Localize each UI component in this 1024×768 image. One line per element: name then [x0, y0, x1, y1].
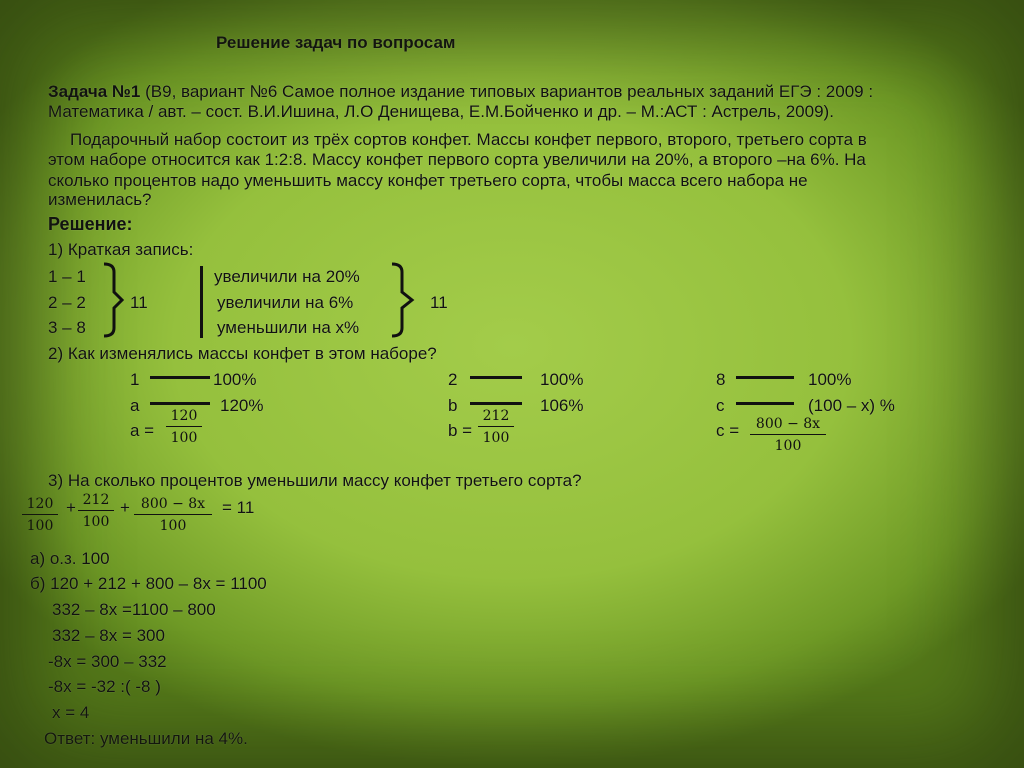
task-label: Задача №1: [48, 82, 141, 101]
step1-divider: [200, 266, 203, 338]
col2-top-left: 2: [448, 370, 458, 389]
col1-mid-right: 120%: [220, 396, 264, 415]
problem-line-3: сколько процентов надо уменьшить массу конфет третьего сорта, чтобы масса всего набора не: [48, 171, 808, 190]
solution-label: Решение:: [48, 214, 133, 234]
solution-line-oz: а) о.з. 100: [30, 549, 110, 568]
eq-fraction-2: [78, 492, 114, 530]
left-bracket-icon: [100, 262, 130, 338]
step1-change-3: уменьшили на х%: [217, 318, 360, 337]
task-source-line-1: [48, 82, 873, 102]
plus-1: +: [66, 498, 76, 517]
step2-heading: 2) Как изменялись массы конфет в этом наборе?: [48, 344, 437, 363]
col2-mid-line: [470, 402, 522, 405]
col1-top-right: 100%: [213, 370, 257, 389]
col1-mid-left: a: [130, 396, 140, 415]
col2-top-right: 100%: [540, 370, 584, 389]
step1-change-1: увеличили на 20%: [214, 267, 360, 286]
col3-mid-left: c: [716, 396, 725, 415]
eq-fraction-1-den: 100: [26, 518, 54, 534]
eq-rhs: = 11: [222, 498, 255, 517]
step1-row-1: 1 – 1: [48, 267, 86, 286]
right-bracket-icon: [388, 262, 420, 338]
step1-heading: 1) Краткая запись:: [48, 240, 194, 259]
col1-fraction-num: 120: [170, 408, 198, 424]
solution-line-7: х = 4: [52, 703, 90, 722]
solution-line-6: -8х = -32 :( -8 ): [48, 677, 161, 696]
problem-line-1: Подарочный набор состоит из трёх сортов конфет. Массы конфет первого, второго, третьего сорта в: [70, 130, 867, 149]
col1-eq-label: a =: [130, 421, 155, 440]
eq-fraction-3-num: 800 − 8x: [140, 496, 206, 512]
step1-total-right: 11: [430, 293, 448, 312]
slide-title: Решение задач по вопросам: [216, 33, 456, 52]
col3-mid-line: [736, 402, 794, 405]
step1-change-2: увеличили на 6%: [217, 293, 354, 312]
problem-line-4: изменилась?: [48, 190, 152, 209]
eq-fraction-2-den: 100: [82, 514, 110, 530]
eq-fraction-3: [134, 496, 212, 534]
eq-fraction-2-num: 212: [82, 492, 110, 508]
step1-row-3: 3 – 8: [48, 318, 86, 337]
col1-fraction: [166, 408, 202, 446]
step3-heading: 3) На сколько процентов уменьшили массу конфет третьего сорта?: [48, 471, 582, 490]
col3-mid-right: (100 – x) %: [808, 396, 895, 415]
col2-fraction: [478, 408, 514, 446]
col2-mid-left: b: [448, 396, 458, 415]
task-source-text: (В9, вариант №6 Самое полное издание типовых вариантов реальных заданий ЕГЭ : 2009 :: [140, 82, 874, 101]
col1-mid-line: [150, 402, 210, 405]
step1-row-2: 2 – 2: [48, 293, 86, 312]
solution-line-b: б) 120 + 212 + 800 – 8х = 1100: [30, 574, 267, 593]
col3-fraction: [750, 416, 826, 454]
col2-fraction-den: 100: [482, 430, 510, 446]
col3-fraction-num: 800 − 8x: [755, 416, 821, 432]
step1-total-left: 11: [130, 293, 148, 312]
col3-top-right: 100%: [808, 370, 852, 389]
col3-fraction-den: 100: [774, 438, 802, 454]
col3-eq-label: c =: [716, 421, 740, 440]
col2-top-line: [470, 376, 522, 379]
solution-line-5: -8х = 300 – 332: [48, 652, 167, 671]
answer: Ответ: уменьшили на 4%.: [44, 729, 248, 748]
eq-fraction-1-num: 120: [26, 496, 54, 512]
col1-top-line: [150, 376, 210, 379]
eq-fraction-1: [22, 496, 58, 534]
task-source-line-2: Математика / авт. – сост. В.И.Ишина, Л.О Денищева, Е.М.Бойченко и др. – М.:АСТ : Астрель, 2009).: [48, 102, 834, 121]
col1-fraction-den: 100: [170, 430, 198, 446]
eq-fraction-3-den: 100: [159, 518, 187, 534]
col3-top-line: [736, 376, 794, 379]
solution-line-4: 332 – 8х = 300: [52, 626, 165, 645]
col2-mid-right: 106%: [540, 396, 584, 415]
col2-fraction-num: 212: [482, 408, 510, 424]
col1-top-left: 1: [130, 370, 140, 389]
col3-top-left: 8: [716, 370, 726, 389]
col2-eq-label: b =: [448, 421, 473, 440]
solution-line-3: 332 – 8х =1100 – 800: [52, 600, 216, 619]
problem-line-2: этом наборе относится как 1:2:8. Массу конфет первого сорта увеличили на 20%, а второго –на 6%. На: [48, 150, 866, 169]
plus-2: +: [120, 498, 130, 517]
